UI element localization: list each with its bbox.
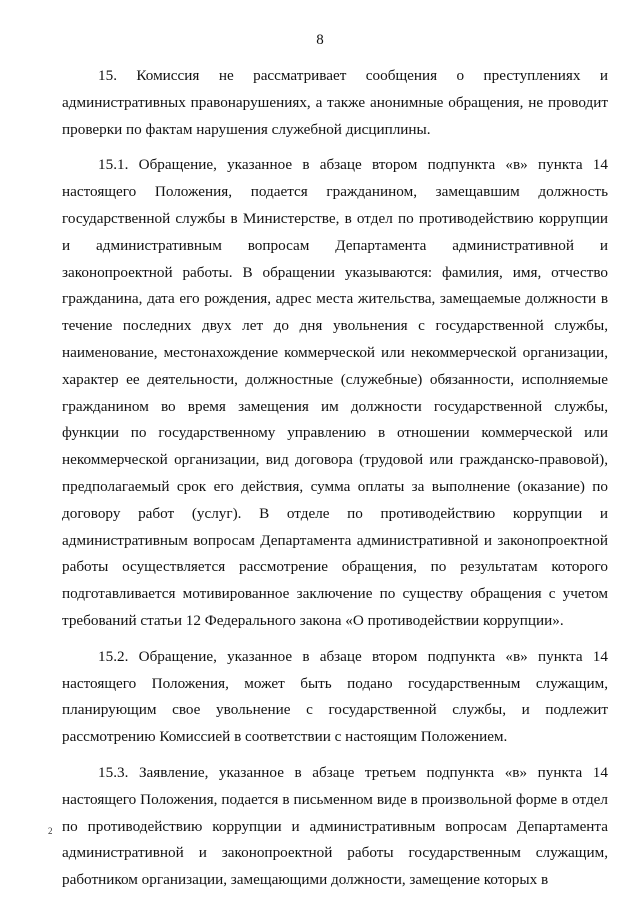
document-body bbox=[62, 63, 608, 903]
paragraph-15: 15. Комиссия не рассматривает сообщения о преступлениях и административных правонарушениях, а также анонимные обращения, не проводит проверки по фактам нарушения служебной дисциплины. bbox=[62, 67, 608, 138]
paragraph-15-3: 15.3. Заявление, указанное в абзаце третьем подпункта «в» пункта 14 настоящего Положения, подается в письменном виде в произвольной форме в отдел по противодействию коррупции и административным вопросам Департамента административной и законопроектной работы государственным служащим, работником организации, замещающими должности, замещение которых в bbox=[62, 763, 608, 889]
page-number: 8 bbox=[316, 32, 324, 48]
paragraph-15-2: 15.2. Обращение, указанное в абзаце втором подпункта «в» пункта 14 настоящего Положения, может быть подано государственным служащим, планирующим свое увольнение с государственной службы, и подлежит рассмотрению Комиссией в соответствии с настоящим Положением. bbox=[62, 647, 608, 746]
margin-mark: 2 bbox=[48, 826, 53, 836]
paragraph-15-1: 15.1. Обращение, указанное в абзаце втором подпункта «в» пункта 14 настоящего Положения, подается гражданином, замещавшим должность государственной службы в Министерстве, в отдел по противодействию коррупции и административным вопросам Департамента административной и законопроектной работы. В обращении указываются: фамилия, имя, отчество гражданина, дата его рождения, адрес места жительства, замещаемые должности в течение последних двух лет до дня увольнения с государственной службы, наименование, местонахождение коммерческой или некоммерческой организации, характер ее деятельности, должностные (служебные) обязанности, исполняемые гражданином во время замещения им должности государственной службы, функции по государственному управлению в отношении коммерческой или некоммерческой организации, вид договора (трудовой или гражданско-правовой), предполагаемый срок его действия, сумма оплаты за выполнение (оказание) по договору работ (услуг). В отделе по противодействию коррупции и административным вопросам Департамента административной и законопроектной работы осуществляется рассмотрение обращения, по результатам которого подготавливается мотивированное заключение по существу обращения с учетом требований статьи 12 Федерального закона «О противодействии коррупции». bbox=[62, 156, 608, 629]
